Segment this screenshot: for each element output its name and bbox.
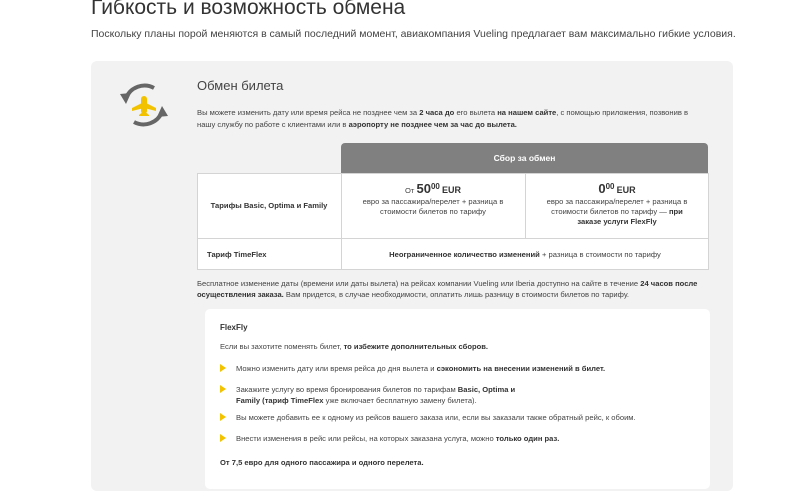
section-title: Обмен билета: [197, 78, 284, 93]
chevron-right-icon: [220, 434, 226, 442]
fee-option-standard: От 5000 EUR евро за пассажира/перелет + разница в стоимости билетов по тарифу: [362, 181, 504, 216]
exchange-plane-icon: [114, 80, 174, 130]
page-title: Гибкость и возможность обмена: [91, 0, 406, 19]
flexfly-lead: Если вы захотите поменять билет, то избежите дополнительных сборов.: [220, 342, 489, 351]
fee-option-flexfly: 000 EUR евро за пассажира/перелет + разница в стоимости билетов по тарифу — при заказе услуги FlexFly: [546, 181, 688, 226]
fee-timeflex-value: Неограниченное количество изменений + разница в стоимости по тарифу: [389, 249, 661, 259]
chevron-right-icon: [220, 413, 226, 421]
fare-label-timeflex: Тариф TimeFlex: [207, 249, 267, 259]
page-subtitle: Поскольку планы порой меняются в самый последний момент, авиакомпания Vueling предлагает вам максимально гибкие условия.: [91, 28, 736, 40]
exchange-intro: Вы можете изменить дату или время рейса не позднее чем за 2 часа до его вылета на нашем сайте, с помощью приложения, позвонив в нашу службу по работе с клиентами или в аэропорту не позднее чем за час до вылета.: [197, 108, 689, 129]
fee-column-header: Сбор за обмен: [341, 143, 708, 173]
flexfly-title: FlexFly: [220, 323, 248, 332]
chevron-right-icon: [220, 385, 226, 393]
free-change-note: Бесплатное изменение даты (времени или даты вылета) на рейсах компании Vueling или Iberia доступно на сайте в течение 24 часов после осуществления заказа. Вам придется, в случае необходимости, оплатить лишь разницу в стоимости билетов по тарифу.: [197, 279, 698, 299]
chevron-right-icon: [220, 364, 226, 372]
fare-label-basic: Тарифы Basic, Optima и Family: [210, 201, 328, 210]
flexfly-price: От 7,5 евро для одного пассажира и одного перелета.: [220, 458, 424, 467]
